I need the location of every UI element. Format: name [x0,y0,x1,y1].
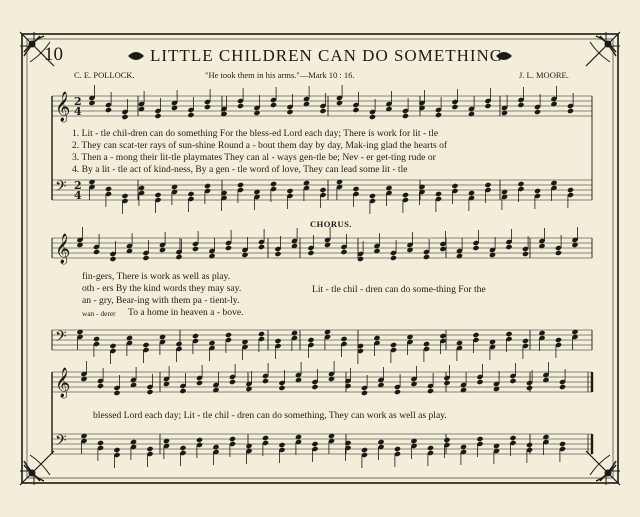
note [505,244,512,250]
note [476,436,483,442]
scripture-epigraph: "He took them in his arms."—Mark 10 : 16. [205,70,355,80]
note [146,389,153,395]
note [517,102,524,108]
time-signature-top: 2 [74,95,82,108]
note [522,251,529,257]
note [307,337,314,343]
note [369,193,376,199]
note [262,435,269,441]
note [567,187,574,193]
time-signature-bottom: 4 [74,105,82,118]
title-ornament [128,52,144,60]
note [369,114,376,120]
note [559,384,566,390]
note [517,181,524,187]
note [559,441,566,447]
note [187,112,194,118]
note [204,183,211,189]
note [439,246,446,252]
note [526,385,533,391]
note [105,107,112,113]
note [105,186,112,192]
note [484,103,491,109]
note [423,254,430,260]
note [451,104,458,110]
song-title: LITTLE CHILDREN CAN DO SOMETHING [150,46,504,65]
verse-1-line: 1. Lit - tle chil-dren can do something For the bless-ed Lord each day; There is work for lit - tle [72,128,439,139]
verse-1-ending: fin-gers, There is work as well as play. [82,271,231,282]
note [534,109,541,115]
note [394,446,401,452]
chorus-lyric-2: blessed Lord each day; Lit - tle chil - dren can do something, They can work as well as play. [93,410,447,421]
corner-ornament [586,32,620,66]
note [340,336,347,342]
treble-clef-icon: 𝄞 [55,92,71,122]
verse-4-ending-prefix: wan - derer [82,309,116,318]
note [311,384,318,390]
note [443,380,450,386]
note [142,255,149,261]
note [187,191,194,197]
note [484,182,491,188]
note [451,183,458,189]
verse-2-ending: oth - ers By the kind words they may say. [82,283,242,294]
note [146,446,153,452]
verse-4-line: 4. By a lit - tle act of kind-ness, By a gen - tle word of love, They can lead some lit - tle [72,164,408,175]
note [258,331,265,337]
note [526,442,533,448]
note [225,332,232,338]
note [509,435,516,441]
note [390,255,397,261]
note [109,343,116,349]
note [278,385,285,391]
note [352,186,359,192]
note [307,250,314,256]
treble-clef-icon: 𝄞 [55,368,71,398]
chorus-label: CHORUS. [310,219,352,229]
note [522,338,529,344]
verse-4-ending: To a home in heaven a - bove. [128,307,244,318]
note [175,341,182,347]
note [109,256,116,262]
time-signature-bottom: 4 [74,189,82,202]
note [278,442,285,448]
note [286,109,293,115]
corner-ornament [20,451,54,485]
verse-3-ending: an - gry, Bear-ing with them pa - tient-ly. [82,295,240,306]
note [439,333,446,339]
note [423,341,430,347]
note [555,337,562,343]
note [361,390,368,396]
note [472,332,479,338]
note [113,447,120,453]
note [237,103,244,109]
note [567,108,574,114]
note [258,244,265,250]
note [270,102,277,108]
note [402,192,409,198]
verse-3-line: 3. Then a - mong their lit-tle playmates They can al - ways gen-tle be; Nev - er get-ting rude or [72,152,436,163]
note [427,388,434,394]
note [229,436,236,442]
note [340,249,347,255]
note [175,254,182,260]
note [270,181,277,187]
composer-credit: C. E. POLLOCK. [74,70,135,80]
note [319,108,326,114]
note [319,187,326,193]
note [196,437,203,443]
note [229,379,236,385]
note [121,114,128,120]
note [97,440,104,446]
note [225,245,232,251]
time-signature-top: 2 [74,179,82,192]
arranger-credit: J. L. MOORE. [519,70,569,80]
note [286,188,293,194]
note [361,447,368,453]
note [192,333,199,339]
note [435,112,442,118]
note [97,383,104,389]
note [390,342,397,348]
note [93,249,100,255]
note [505,331,512,337]
note [472,245,479,251]
note [274,338,281,344]
note [179,445,186,451]
note [427,445,434,451]
note [443,437,450,443]
note [555,250,562,256]
note [402,113,409,119]
note [196,380,203,386]
bass-clef-icon: 𝄢 [55,432,67,453]
note [344,440,351,446]
bass-clef-icon: 𝄢 [55,328,67,349]
note [93,336,100,342]
note [113,390,120,396]
bass-clef-icon: 𝄢 [55,178,67,199]
note [154,192,161,198]
note [394,389,401,395]
treble-clef-icon: 𝄞 [55,234,71,264]
note [352,107,359,113]
note [142,342,149,348]
note [344,383,351,389]
note [274,251,281,257]
note [435,191,442,197]
note [509,378,516,384]
note [192,246,199,252]
note [534,188,541,194]
note [121,193,128,199]
note [311,441,318,447]
chorus-lyric-1: Lit - tle chil - dren can do some-thing For the [312,284,486,295]
corner-ornament [586,451,620,485]
note [204,104,211,110]
note [237,182,244,188]
verse-2-line: 2. They can scat-ter rays of sun-shine Round a - bout them day by day, Mak-ing glad the hearts of [72,140,448,151]
page-number: 10 [44,44,63,65]
note [154,113,161,119]
note [476,379,483,385]
note [262,378,269,384]
note [179,388,186,394]
